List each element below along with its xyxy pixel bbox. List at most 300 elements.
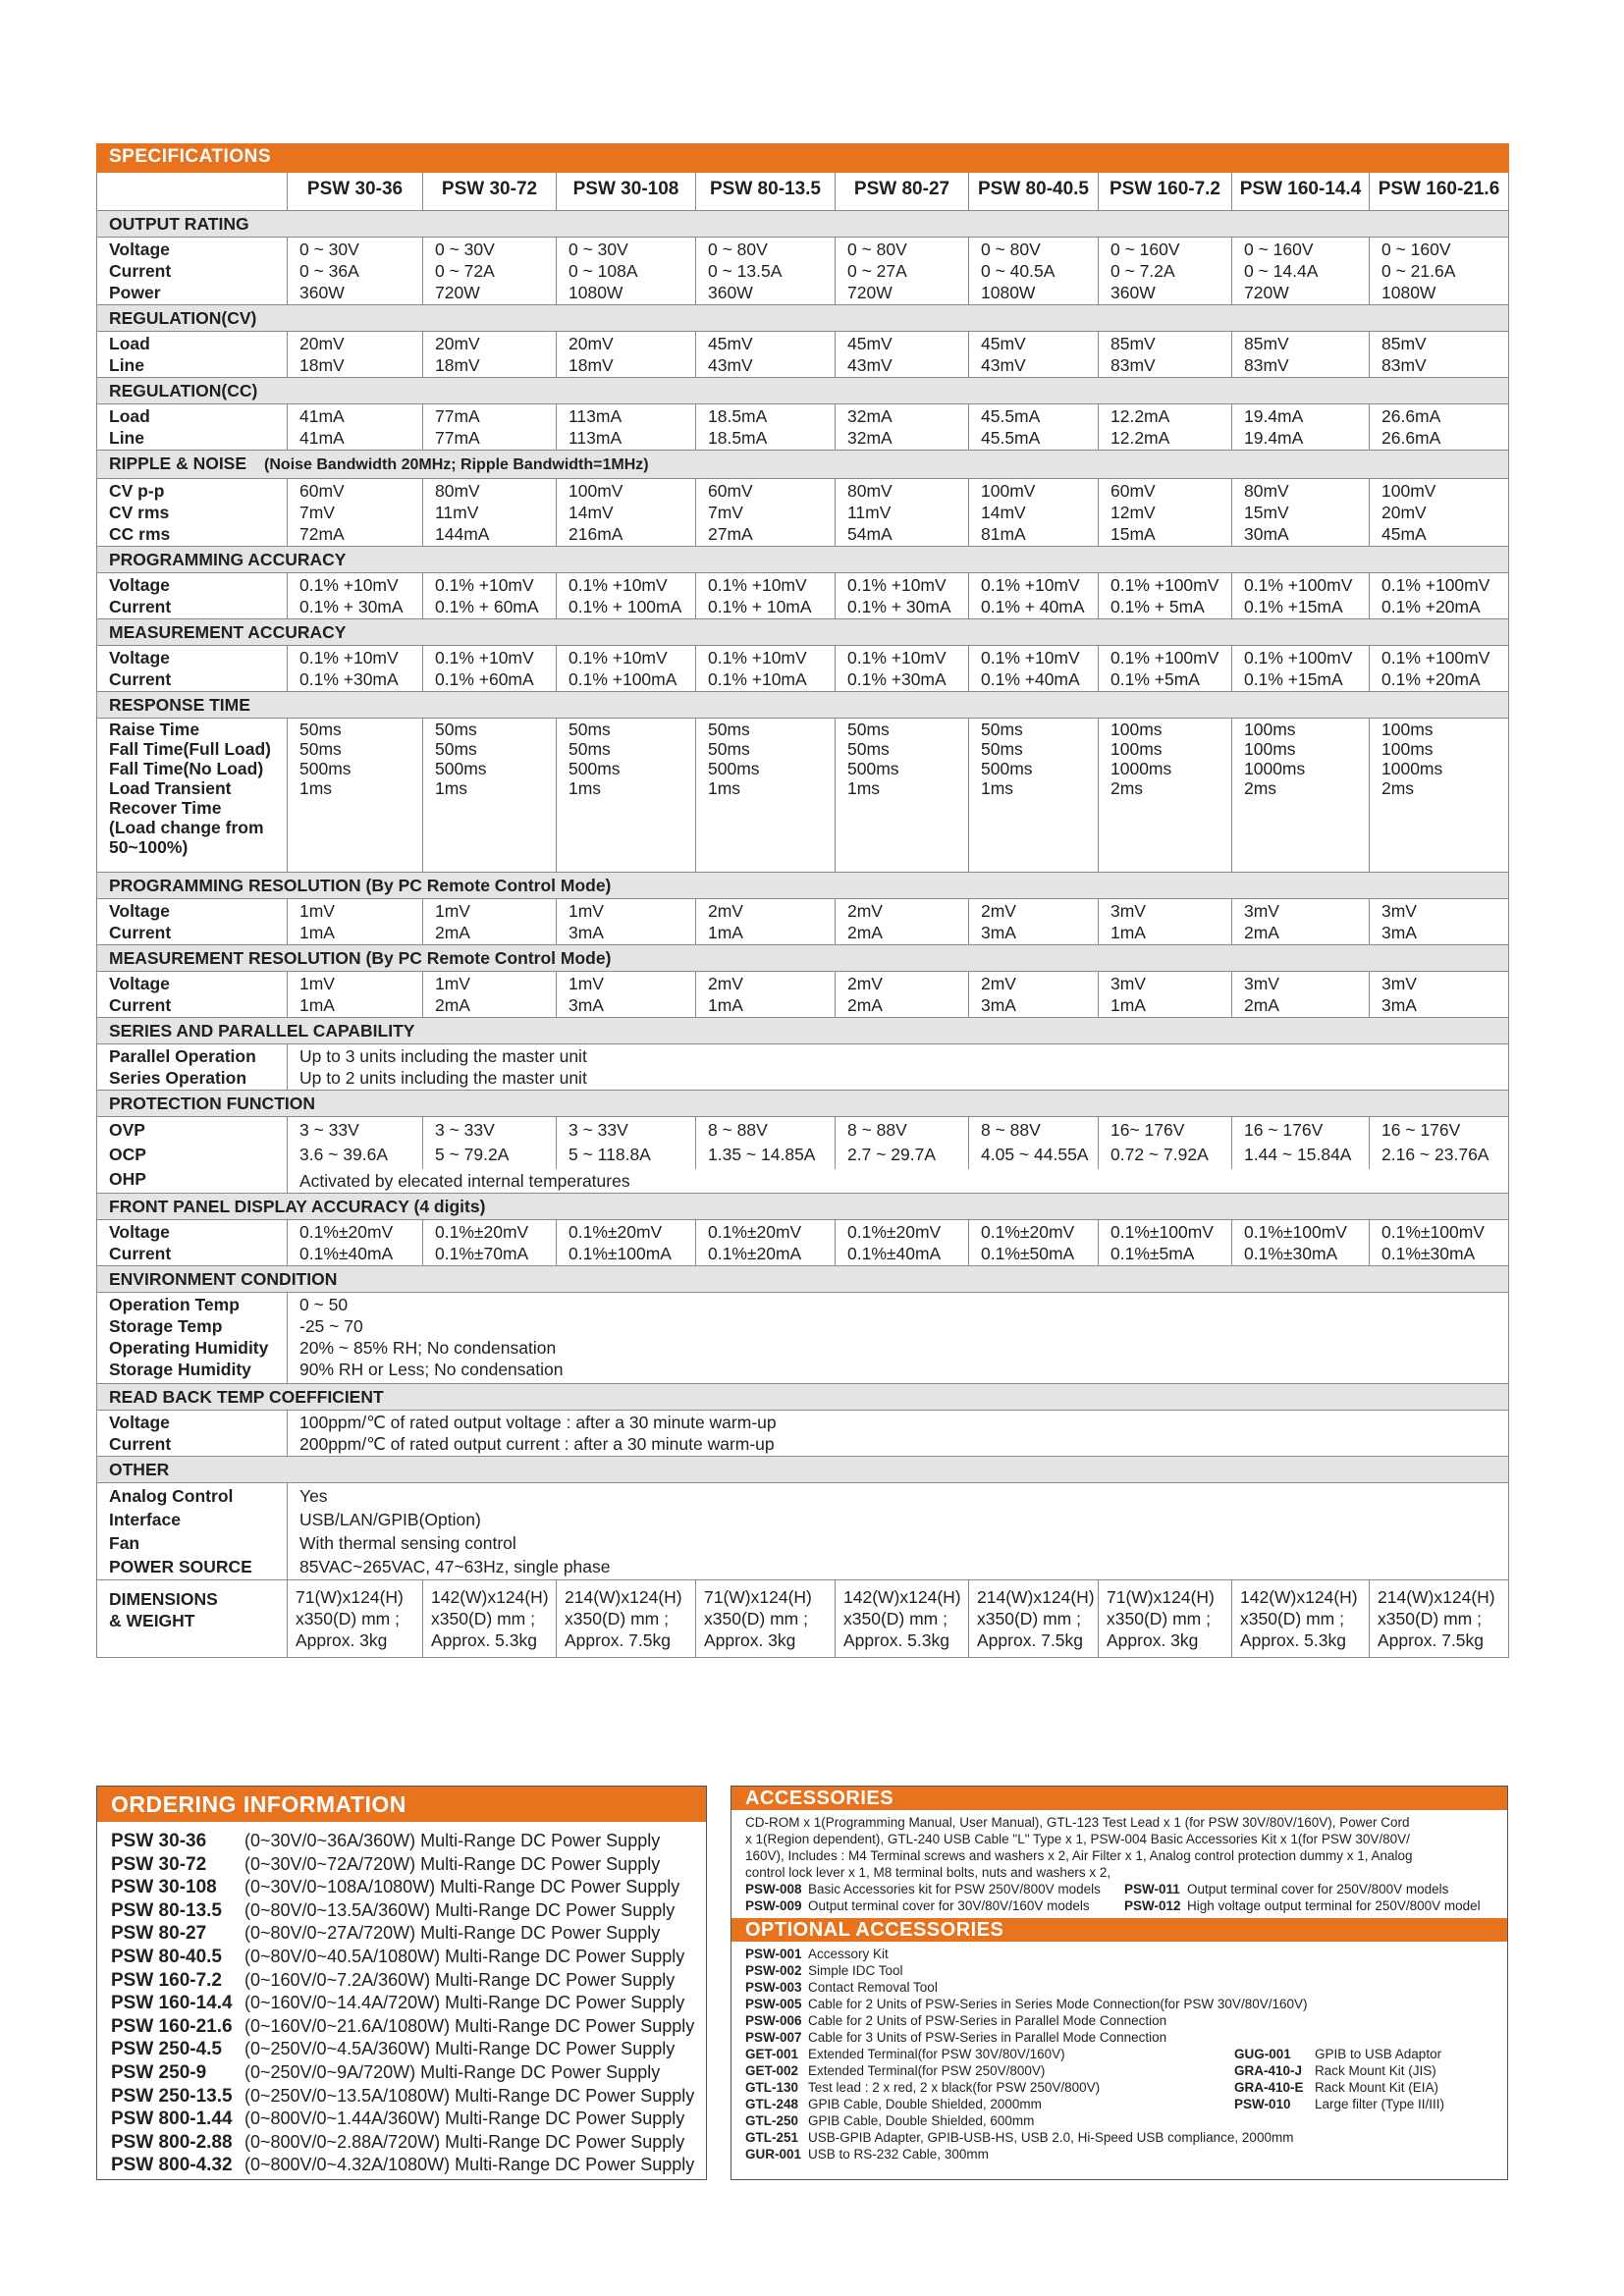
cell-line: 0.1% +10mV xyxy=(568,648,668,667)
cell-line: 2.7 ~ 29.7A xyxy=(847,1145,937,1164)
cell-line: 100ms xyxy=(1381,739,1434,759)
cell-line: 45mV xyxy=(847,334,893,353)
cell-line: 1.35 ~ 14.85A xyxy=(708,1145,816,1164)
cell-line: 80mV xyxy=(1244,481,1289,501)
cell-line: Recover Time xyxy=(109,798,222,818)
data-row-prog_acc xyxy=(97,573,1509,619)
cell-line: 0.1%±20mV xyxy=(435,1222,529,1242)
accessory-code: PSW-008 xyxy=(745,1882,802,1896)
cell-line: 8 ~ 88V xyxy=(981,1120,1041,1140)
cell-line: 71(W)x124(H) xyxy=(296,1587,404,1607)
value-cell xyxy=(969,719,1099,873)
header-empty xyxy=(97,173,288,211)
cell-line: 500ms xyxy=(981,759,1033,778)
cell-line: Voltage xyxy=(109,648,170,667)
cell-line: 2mV xyxy=(981,974,1016,993)
section-title-text: MEASUREMENT ACCURACY xyxy=(109,622,347,642)
cell-line: 3 ~ 33V xyxy=(435,1120,495,1140)
value-cell xyxy=(1370,238,1509,305)
cell-line: 1080W xyxy=(1381,283,1436,302)
cell-line: 0.1% +10mA xyxy=(708,669,807,689)
ordering-title: ORDERING INFORMATION xyxy=(97,1787,706,1822)
value-cell xyxy=(423,646,557,692)
section-header-prog_res xyxy=(97,873,1509,899)
optional-code: GRA-410-J xyxy=(1234,2063,1303,2078)
value-cell xyxy=(696,404,836,451)
row-labels xyxy=(97,1220,288,1266)
order-item xyxy=(111,2015,706,2039)
cell-line: 45mV xyxy=(708,334,753,353)
optional-desc: Extended Terminal(for PSW 250V/800V) xyxy=(808,2063,1046,2078)
row-labels xyxy=(97,1580,288,1658)
value-cell xyxy=(969,646,1099,692)
order-item xyxy=(111,1876,706,1899)
order-model: PSW 250-9 xyxy=(111,2061,207,2083)
value-cell xyxy=(423,899,557,945)
cell-line: 0.1% +100mV xyxy=(1110,575,1219,595)
value-cell xyxy=(1099,238,1232,305)
value-cell xyxy=(1099,1220,1232,1266)
cell-line: Current xyxy=(109,995,172,1015)
cell-line: 0.1% +30mA xyxy=(847,669,947,689)
optional-item xyxy=(745,2112,1493,2129)
value-cell xyxy=(969,1580,1099,1658)
value-cell xyxy=(1370,573,1509,619)
cell-line: 18mV xyxy=(299,355,345,375)
section-header-protection xyxy=(97,1091,1509,1117)
optional-desc: USB to RS-232 Cable, 300mm xyxy=(808,2147,989,2162)
optional-desc: Rack Mount Kit (EIA) xyxy=(1315,2080,1439,2095)
value-cell xyxy=(1232,573,1370,619)
cell-line: 0.1% +10mV xyxy=(299,648,399,667)
order-item xyxy=(111,2061,706,2085)
value-cell xyxy=(1099,1117,1232,1169)
order-model: PSW 250-13.5 xyxy=(111,2085,233,2107)
cell-line: 0.1% + 30mA xyxy=(299,597,404,616)
section-header-response xyxy=(97,692,1509,719)
cell-line: 1ms xyxy=(847,778,881,798)
cell-line: Voltage xyxy=(109,901,170,921)
cell-line: 0.1%±20mA xyxy=(708,1244,802,1263)
cell-line: 0 ~ 50 xyxy=(299,1295,349,1314)
section-title-text: SERIES AND PARALLEL CAPABILITY xyxy=(109,1021,415,1041)
value-cell xyxy=(288,573,423,619)
cell-line: 26.6mA xyxy=(1381,406,1441,426)
order-description: (0~800V/0~4.32A/1080W) Multi-Range DC Power Supply xyxy=(244,2155,695,2175)
row-labels xyxy=(97,573,288,619)
cell-line: 360W xyxy=(1110,283,1156,302)
value-cell xyxy=(696,332,836,378)
cell-line: 0.1% +10mV xyxy=(299,575,399,595)
cell-line: 3mA xyxy=(981,995,1016,1015)
cell-line: 113mA xyxy=(568,428,623,448)
accessory-desc: Output terminal cover for 250V/800V models xyxy=(1187,1882,1449,1896)
section-header-reg_cv xyxy=(97,305,1509,332)
optional-code: PSW-001 xyxy=(745,1947,802,1961)
cell-line: 0 ~ 80V xyxy=(981,240,1041,259)
order-item xyxy=(111,1946,706,1969)
cell-line: Voltage xyxy=(109,240,170,259)
value-cell xyxy=(836,1117,969,1169)
cell-line: 0 ~ 40.5A xyxy=(981,261,1056,281)
row-labels xyxy=(97,238,288,305)
section-title xyxy=(97,211,1509,238)
value-cell xyxy=(423,1580,557,1658)
cell-line: Approx. 7.5kg xyxy=(977,1630,1083,1650)
data-row-display xyxy=(97,1220,1509,1266)
value-cell xyxy=(836,1580,969,1658)
value-cell xyxy=(696,573,836,619)
cell-line: 60mV xyxy=(708,481,753,501)
cell-line: 1.44 ~ 15.84A xyxy=(1244,1145,1352,1164)
cell-line: 0.1% +100mV xyxy=(1381,648,1490,667)
cell-line: 2ms xyxy=(1381,778,1415,798)
value-cell xyxy=(969,332,1099,378)
value-cell xyxy=(696,719,836,873)
cell-line: 100mV xyxy=(1381,481,1436,501)
cell-line: 81mA xyxy=(981,524,1026,544)
row-labels xyxy=(97,1483,288,1580)
value-cell xyxy=(557,719,696,873)
cell-line: 2mV xyxy=(981,901,1016,921)
optional-desc: GPIB to USB Adaptor xyxy=(1315,2047,1442,2061)
cell-line: 5 ~ 118.8A xyxy=(568,1145,651,1164)
cell-line: 3mV xyxy=(1244,974,1279,993)
section-title xyxy=(97,1457,1509,1483)
value-cell xyxy=(288,1220,423,1266)
cell-line: & WEIGHT xyxy=(109,1611,195,1630)
accessory-item xyxy=(745,1897,1493,1914)
section-note: (Noise Bandwidth 20MHz; Ripple Bandwidth=1MHz) xyxy=(264,456,649,473)
cell-line: 7mV xyxy=(708,503,743,522)
cell-line: 45.5mA xyxy=(981,428,1041,448)
cell-line: 0.1% +10mV xyxy=(708,648,807,667)
cell-line: Storage Temp xyxy=(109,1316,223,1336)
cell-line: 41mA xyxy=(299,428,345,448)
section-title-text: OUTPUT RATING xyxy=(109,214,249,234)
cell-line: 0.72 ~ 7.92A xyxy=(1110,1145,1209,1164)
value-cell xyxy=(423,573,557,619)
cell-line: 214(W)x124(H) xyxy=(977,1587,1095,1607)
order-model: PSW 800-4.32 xyxy=(111,2155,233,2176)
cell-line: 11mV xyxy=(847,503,892,522)
optional-item xyxy=(745,1962,1493,1979)
section-title-text: READ BACK TEMP COEFFICIENT xyxy=(109,1387,384,1407)
cell-line: OCP xyxy=(109,1145,146,1164)
value-cell xyxy=(1099,646,1232,692)
value-cell xyxy=(1099,1580,1232,1658)
cell-line: 0 ~ 14.4A xyxy=(1244,261,1319,281)
cell-line: 0.1% +100mV xyxy=(1381,575,1490,595)
cell-line: 1mV xyxy=(435,901,470,921)
value-cell xyxy=(836,479,969,547)
value-cell xyxy=(696,1117,836,1169)
cell-line: 0.1% +100mA xyxy=(568,669,677,689)
cell-line: Load Transient xyxy=(109,778,232,798)
order-model: PSW 80-13.5 xyxy=(111,1899,222,1921)
cell-line: 720W xyxy=(847,283,893,302)
cell-line: 3mV xyxy=(1381,974,1417,993)
row-labels xyxy=(97,479,288,547)
cell-line: 2mA xyxy=(847,923,883,942)
cell-line: 0.1%±40mA xyxy=(847,1244,942,1263)
value-cell xyxy=(696,479,836,547)
value-cell xyxy=(423,404,557,451)
cell-line: Voltage xyxy=(109,974,170,993)
cell-line: 0.1% +20mA xyxy=(1381,597,1481,616)
optional-desc: Contact Removal Tool xyxy=(808,1980,938,1995)
value-cell xyxy=(1232,1117,1370,1169)
cell-line: Power xyxy=(109,283,161,302)
cell-line: Fall Time(No Load) xyxy=(109,759,264,778)
cell-line: 0.1%±100mV xyxy=(1381,1222,1485,1242)
cell-line: 18mV xyxy=(568,355,614,375)
cell-line: With thermal sensing control xyxy=(299,1533,516,1553)
order-model: PSW 160-21.6 xyxy=(111,2015,233,2037)
cell-line: 3mA xyxy=(568,923,604,942)
value-cell xyxy=(288,238,423,305)
cell-line: 2mV xyxy=(708,901,743,921)
value-cell xyxy=(1099,899,1232,945)
cell-line: 1ms xyxy=(708,778,741,798)
optional-item xyxy=(745,1996,1493,2012)
model-header: PSW 80-13.5 xyxy=(696,173,836,211)
cell-line: 0.1% + 30mA xyxy=(847,597,951,616)
order-item xyxy=(111,1830,706,1853)
cell-line: Operation Temp xyxy=(109,1295,240,1314)
cell-line: 1080W xyxy=(568,283,623,302)
cell-line: 100ppm/℃ of rated output voltage : after a 30 minute warm-up xyxy=(299,1413,777,1432)
optional-code: GUR-001 xyxy=(745,2147,802,2162)
cell-line: 0.1% +10mV xyxy=(708,575,807,595)
value-cell xyxy=(696,899,836,945)
cell-line: 1mV xyxy=(299,901,335,921)
order-item xyxy=(111,2131,706,2155)
cell-line: 60mV xyxy=(299,481,345,501)
cell-line: 1mA xyxy=(299,923,335,942)
optional-item xyxy=(745,2012,1493,2029)
optional-code: PSW-003 xyxy=(745,1980,802,1995)
order-description: (0~250V/0~9A/720W) Multi-Range DC Power Supply xyxy=(244,2061,661,2082)
cell-line: 0 ~ 30V xyxy=(435,240,495,259)
cell-line: 0 ~ 160V xyxy=(1381,240,1451,259)
cell-line: 0.1% +15mA xyxy=(1244,669,1343,689)
optional-desc: Cable for 2 Units of PSW-Series in Parallel Mode Connection xyxy=(808,2013,1167,2028)
cell-line: 3mV xyxy=(1381,901,1417,921)
cell-line: 3 ~ 33V xyxy=(568,1120,628,1140)
value-cell xyxy=(423,1117,557,1169)
cell-line: 0.1% +10mV xyxy=(847,648,947,667)
model-header: PSW 80-27 xyxy=(836,173,969,211)
cell-line: 85mV xyxy=(1381,334,1427,353)
model-header: PSW 160-14.4 xyxy=(1232,173,1370,211)
value-cell xyxy=(1232,332,1370,378)
cell-line: 1mV xyxy=(568,974,604,993)
cell-line: 1mA xyxy=(708,923,743,942)
cell-line: 11mV xyxy=(435,503,479,522)
cell-line: 50ms xyxy=(435,739,477,759)
model-header-row xyxy=(97,173,1509,211)
optional-item xyxy=(1234,2046,1444,2062)
value-cell xyxy=(288,719,423,873)
cell-line: Approx. 3kg xyxy=(296,1630,388,1650)
data-row-meas_res xyxy=(97,972,1509,1018)
cell-line: 0 ~ 108A xyxy=(568,261,638,281)
section-title xyxy=(97,1018,1509,1044)
cell-line: 214(W)x124(H) xyxy=(565,1587,682,1607)
cell-line: 0.1%±30mA xyxy=(1381,1244,1476,1263)
optional-desc: GPIB Cable, Double Shielded, 600mm xyxy=(808,2113,1035,2128)
order-model: PSW 800-1.44 xyxy=(111,2109,233,2130)
cell-line: Approx. 5.3kg xyxy=(1240,1630,1346,1650)
cell-line: 142(W)x124(H) xyxy=(1240,1587,1358,1607)
optional-desc: Extended Terminal(for PSW 30V/80V/160V) xyxy=(808,2047,1065,2061)
accessory-text-line: control lock lever x 1, M8 terminal bolts, nuts and washers x 2, xyxy=(745,1865,1111,1880)
value-cell xyxy=(1232,899,1370,945)
optional-right-column xyxy=(1234,2046,1444,2112)
cell-line: -25 ~ 70 xyxy=(299,1316,363,1336)
cell-line: 0.1%±40mA xyxy=(299,1244,394,1263)
cell-line: 100mV xyxy=(981,481,1036,501)
cell-line: 0 ~ 160V xyxy=(1244,240,1314,259)
optional-code: PSW-010 xyxy=(1234,2097,1291,2111)
cell-line: 50ms xyxy=(847,739,890,759)
cell-line: 0 ~ 160V xyxy=(1110,240,1180,259)
order-description: (0~800V/0~2.88A/720W) Multi-Range DC Power Supply xyxy=(244,2131,685,2152)
value-cell xyxy=(423,238,557,305)
cell-line: 20mV xyxy=(568,334,614,353)
cell-line: 12.2mA xyxy=(1110,428,1170,448)
data-row-reg_cv xyxy=(97,332,1509,378)
cell-line: 0.1% + 10mA xyxy=(708,597,812,616)
cell-line: 2mV xyxy=(847,974,883,993)
cell-line: CC rms xyxy=(109,524,171,544)
cell-line: 16~ 176V xyxy=(1110,1120,1185,1140)
optional-code: PSW-007 xyxy=(745,2030,802,2045)
cell-line: 0.1%±100mV xyxy=(1244,1222,1347,1242)
cell-line: Approx. 3kg xyxy=(704,1630,796,1650)
section-header-meas_res xyxy=(97,945,1509,972)
data-row-series xyxy=(97,1044,1509,1091)
cell-line: 360W xyxy=(299,283,345,302)
model-header: PSW 160-7.2 xyxy=(1099,173,1232,211)
cell-line: 20mV xyxy=(299,334,345,353)
cell-line: 8 ~ 88V xyxy=(847,1120,907,1140)
cell-line: 2.16 ~ 23.76A xyxy=(1381,1145,1489,1164)
cell-line: 71(W)x124(H) xyxy=(1107,1587,1215,1607)
cell-line: 1mV xyxy=(299,974,335,993)
value-cell xyxy=(1370,404,1509,451)
value-cell xyxy=(836,646,969,692)
cell-line: 1mV xyxy=(435,974,470,993)
cell-line: 0.1% +20mA xyxy=(1381,669,1481,689)
value-cell xyxy=(1370,479,1509,547)
cell-line: 3mA xyxy=(568,995,604,1015)
section-header-output xyxy=(97,211,1509,238)
cell-line: Voltage xyxy=(109,1413,170,1432)
section-title-text: RIPPLE & NOISE xyxy=(109,454,247,473)
cell-line: 19.4mA xyxy=(1244,406,1304,426)
cell-line: Up to 3 units including the master unit xyxy=(299,1046,587,1066)
cell-line: Voltage xyxy=(109,1222,170,1242)
value-cell xyxy=(1370,332,1509,378)
section-title-text: FRONT PANEL DISPLAY ACCURACY (4 digits) xyxy=(109,1197,486,1216)
value-cell xyxy=(423,972,557,1018)
optional-accessories-list xyxy=(731,1942,1507,2166)
spanning-values xyxy=(288,1044,1509,1091)
value-cell xyxy=(1099,479,1232,547)
cell-line: 2ms xyxy=(1110,778,1144,798)
value-cell xyxy=(969,404,1099,451)
cell-line: 2mA xyxy=(847,995,883,1015)
value-cell xyxy=(836,404,969,451)
data-row-meas_acc xyxy=(97,646,1509,692)
value-cell xyxy=(557,479,696,547)
value-cell xyxy=(557,646,696,692)
cell-line: 83mV xyxy=(1244,355,1289,375)
cell-line: CV p-p xyxy=(109,481,165,501)
cell-line: 1000ms xyxy=(1110,759,1172,778)
cell-line: 2mV xyxy=(708,974,743,993)
value-cell xyxy=(836,719,969,873)
cell-line: 0.1% +10mV xyxy=(568,575,668,595)
value-cell xyxy=(696,1580,836,1658)
section-title xyxy=(97,1194,1509,1220)
model-header: PSW 80-40.5 xyxy=(969,173,1099,211)
row-labels xyxy=(97,1117,288,1194)
section-header-meas_acc xyxy=(97,619,1509,646)
section-title-text: REGULATION(CV) xyxy=(109,308,257,328)
value-cell xyxy=(1099,972,1232,1018)
section-title xyxy=(97,873,1509,899)
cell-line: 4.05 ~ 44.55A xyxy=(981,1145,1089,1164)
cell-line: 0 ~ 72A xyxy=(435,261,495,281)
section-title xyxy=(97,305,1509,332)
cell-line: 19.4mA xyxy=(1244,428,1304,448)
cell-line: Operating Humidity xyxy=(109,1338,269,1358)
cell-line: POWER SOURCE xyxy=(109,1557,252,1576)
order-item xyxy=(111,1899,706,1923)
cell-line: Current xyxy=(109,1244,172,1263)
row-labels xyxy=(97,404,288,451)
cell-line: Interface xyxy=(109,1510,181,1529)
cell-line: Parallel Operation xyxy=(109,1046,256,1066)
order-description: (0~160V/0~14.4A/720W) Multi-Range DC Power Supply xyxy=(244,1993,685,2013)
cell-line: 0.1% +100mV xyxy=(1244,575,1353,595)
cell-line: 0.1% +5mA xyxy=(1110,669,1200,689)
cell-line: 500ms xyxy=(568,759,621,778)
order-item xyxy=(111,2085,706,2109)
cell-line: Current xyxy=(109,261,172,281)
optional-desc: Large filter (Type II/III) xyxy=(1315,2097,1445,2111)
optional-code: GUG-001 xyxy=(1234,2047,1291,2061)
cell-line: 3.6 ~ 39.6A xyxy=(299,1145,389,1164)
row-labels xyxy=(97,1411,288,1457)
cell-line: 85mV xyxy=(1244,334,1289,353)
data-row-protection xyxy=(97,1117,1509,1169)
value-cell xyxy=(836,238,969,305)
cell-line: 32mA xyxy=(847,406,893,426)
cell-line: 100ms xyxy=(1110,739,1163,759)
cell-line: CV rms xyxy=(109,503,170,522)
section-header-other xyxy=(97,1457,1509,1483)
order-description: (0~80V/0~27A/720W) Multi-Range DC Power Supply xyxy=(244,1923,661,1944)
cell-line: 142(W)x124(H) xyxy=(843,1587,961,1607)
section-header-prog_acc xyxy=(97,547,1509,573)
cell-line: 0.1% +10mV xyxy=(847,575,947,595)
ordering-list xyxy=(97,1822,706,2177)
value-cell xyxy=(836,332,969,378)
